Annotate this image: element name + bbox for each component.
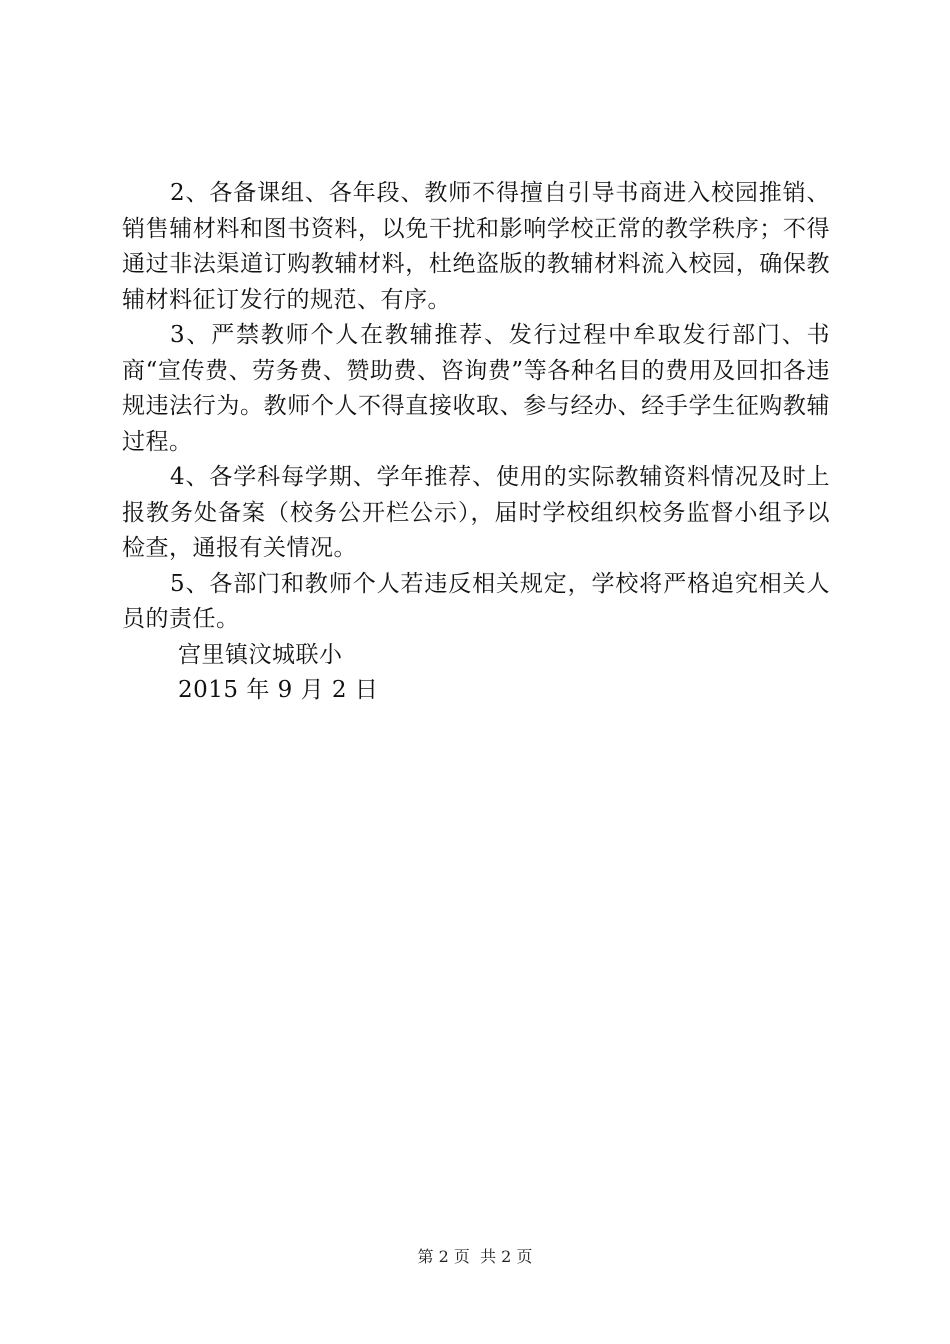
signature-date: 2015 年 9 月 2 日 [178,677,379,703]
paragraph-item-4: 4、各学科每学期、学年推荐、使用的实际教辅资料情况及时上报教务处备案（校务公开栏公示），届时学校组织校务监督小组予以检查，通报有关情况。 [122,464,830,561]
paragraph-item-3: 3、严禁教师个人在教辅推荐、发行过程中牟取发行部门、书商“宣传费、劳务费、赞助费、咨询费”等各种名目的费用及回扣各违规违法行为。教师个人不得直接收取、参与经办、经手学生征购教辅过程。 [122,322,830,455]
signature-organization: 宫里镇汶城联小 [178,641,343,668]
paragraph-item-5: 5、各部门和教师个人若违反相关规定，学校将严格追究相关人员的责任。 [122,570,830,632]
page-number-label: 第 2 页 共 2 页 [417,1247,533,1266]
page-footer [0,1244,950,1267]
paragraph-item-2: 2、各备课组、各年段、教师不得擅自引导书商进入校园推销、销售辅材料和图书资料，以免干扰和影响学校正常的教学秩序；不得通过非法渠道订购教辅材料，杜绝盗版的教辅材料流入校园，确保教辅材料征订发行的规范、有序。 [122,180,830,313]
document-body [122,176,830,709]
